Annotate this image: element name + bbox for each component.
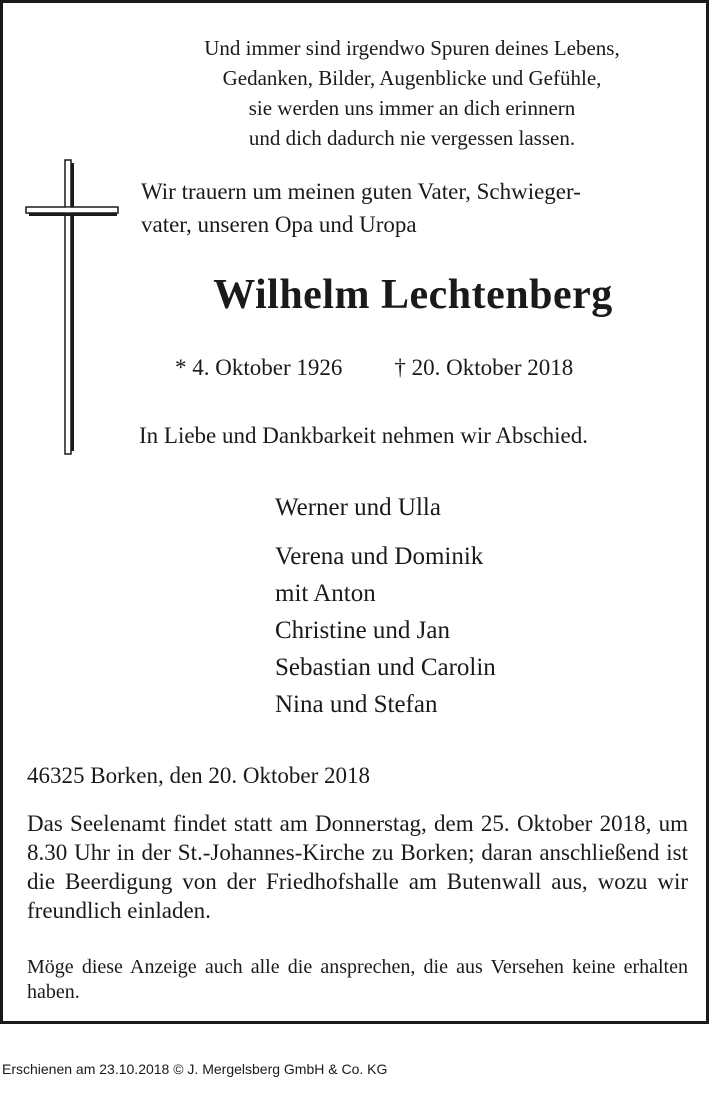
mourners-list [275, 489, 496, 723]
mourner-entry: Sebastian und Carolin [275, 654, 496, 681]
mourner-entry: Verena und Dominik [275, 543, 484, 570]
service-information: Das Seelenamt findet statt am Donnerstag, dem 25. Oktober 2018, um 8.30 Uhr in der St.-Johannes-Kirche zu Borken; daran anschließend ist die Beerdigung von der Friedhofshalle am Butenwall aus, wozu wir freundlich einladen. [27, 811, 688, 923]
place-and-date: 46325 Borken, den 20. Oktober 2018 [27, 763, 371, 788]
mourner-entry: Christine und Jan [275, 617, 450, 644]
poem-line: und dich dadurch nie vergessen lassen. [248, 126, 576, 150]
intro-line: Wir trauern um meinen guten Vater, Schwieger- [141, 179, 581, 204]
farewell-text: In Liebe und Dankbarkeit nehmen wir Abschied. [139, 423, 589, 448]
death-date: † 20. Oktober 2018 [394, 355, 574, 380]
mourner-entry: Nina und Stefan [275, 691, 438, 718]
birth-date: * 4. Oktober 1926 [175, 355, 343, 380]
deceased-name: Wilhelm Lechtenberg [213, 272, 613, 318]
notice-remark: Möge diese Anzeige auch alle die ansprechen, die aus Versehen keine erhalten haben. [27, 956, 688, 1003]
poem-line: Und immer sind irgendwo Spuren deines Lebens, [204, 36, 620, 60]
memorial-poem [3, 33, 709, 153]
mourning-intro [141, 175, 691, 241]
intro-line: vater, unseren Opa und Uropa [141, 212, 417, 237]
publication-footer: Erschienen am 23.10.2018 © J. Mergelsberg GmbH & Co. KG [2, 1061, 388, 1077]
mourner-entry: Werner und Ulla [275, 494, 441, 521]
poem-line: sie werden uns immer an dich erinnern [248, 96, 576, 120]
cross-icon [25, 159, 121, 455]
life-dates [175, 351, 573, 385]
poem-line: Gedanken, Bilder, Augenblicke und Gefühle, [222, 66, 602, 90]
mourner-entry: mit Anton [275, 580, 376, 607]
spacer [275, 526, 496, 538]
